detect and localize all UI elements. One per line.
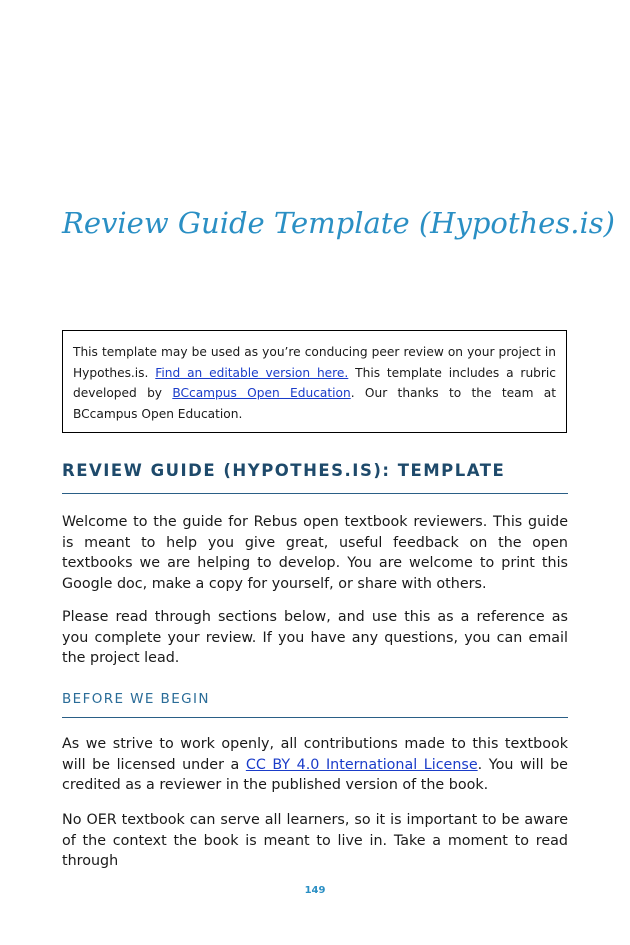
license-text-1: As we strive to work openly, all contributions made to this textbook will be licensed under a — [62, 736, 568, 773]
section-heading-review-guide: REVIEW GUIDE (HYPOTHES.IS): TEMPLATE — [62, 461, 568, 494]
page-title: Review Guide Template (Hypothes.is) — [62, 206, 615, 240]
paragraph-oer-context: No OER textbook can serve all learners, so it is important to be aware of the context the book is meant to live in. Take a moment to read through — [62, 812, 568, 869]
intro-text-2: This template includes a rubric developed by — [73, 365, 557, 400]
section-heading-before-we-begin: BEFORE WE BEGIN — [62, 691, 568, 718]
paragraph-license — [62, 734, 568, 796]
page-number: 149 — [304, 885, 326, 896]
intro-note-box — [62, 330, 567, 433]
paragraph-read-through: Please read through sections below, and use this as a reference as you complete your review. If you have any questions, you can email the project lead. — [62, 609, 568, 666]
paragraph-welcome: Welcome to the guide for Rebus open textbook reviewers. This guide is meant to help you give great, useful feedback on the open textbooks we are helping to develop. You are welcome to print this Google doc, make a copy for yourself, or share with others. — [62, 514, 568, 592]
bccampus-link[interactable]: BCcampus Open Education — [172, 386, 351, 400]
intro-text-3: . Our thanks to the team at BCcampus Open Education. — [73, 386, 557, 421]
editable-version-link[interactable]: Find an editable version here. — [155, 365, 349, 380]
license-text-2: . You will be credited as a reviewer in the published version of the book. — [62, 756, 568, 793]
intro-text-1: This template may be used as you’re conducing peer review on your project in Hypothes.is. — [73, 345, 556, 380]
cc-by-license-link[interactable]: CC BY 4.0 International License — [245, 756, 478, 773]
